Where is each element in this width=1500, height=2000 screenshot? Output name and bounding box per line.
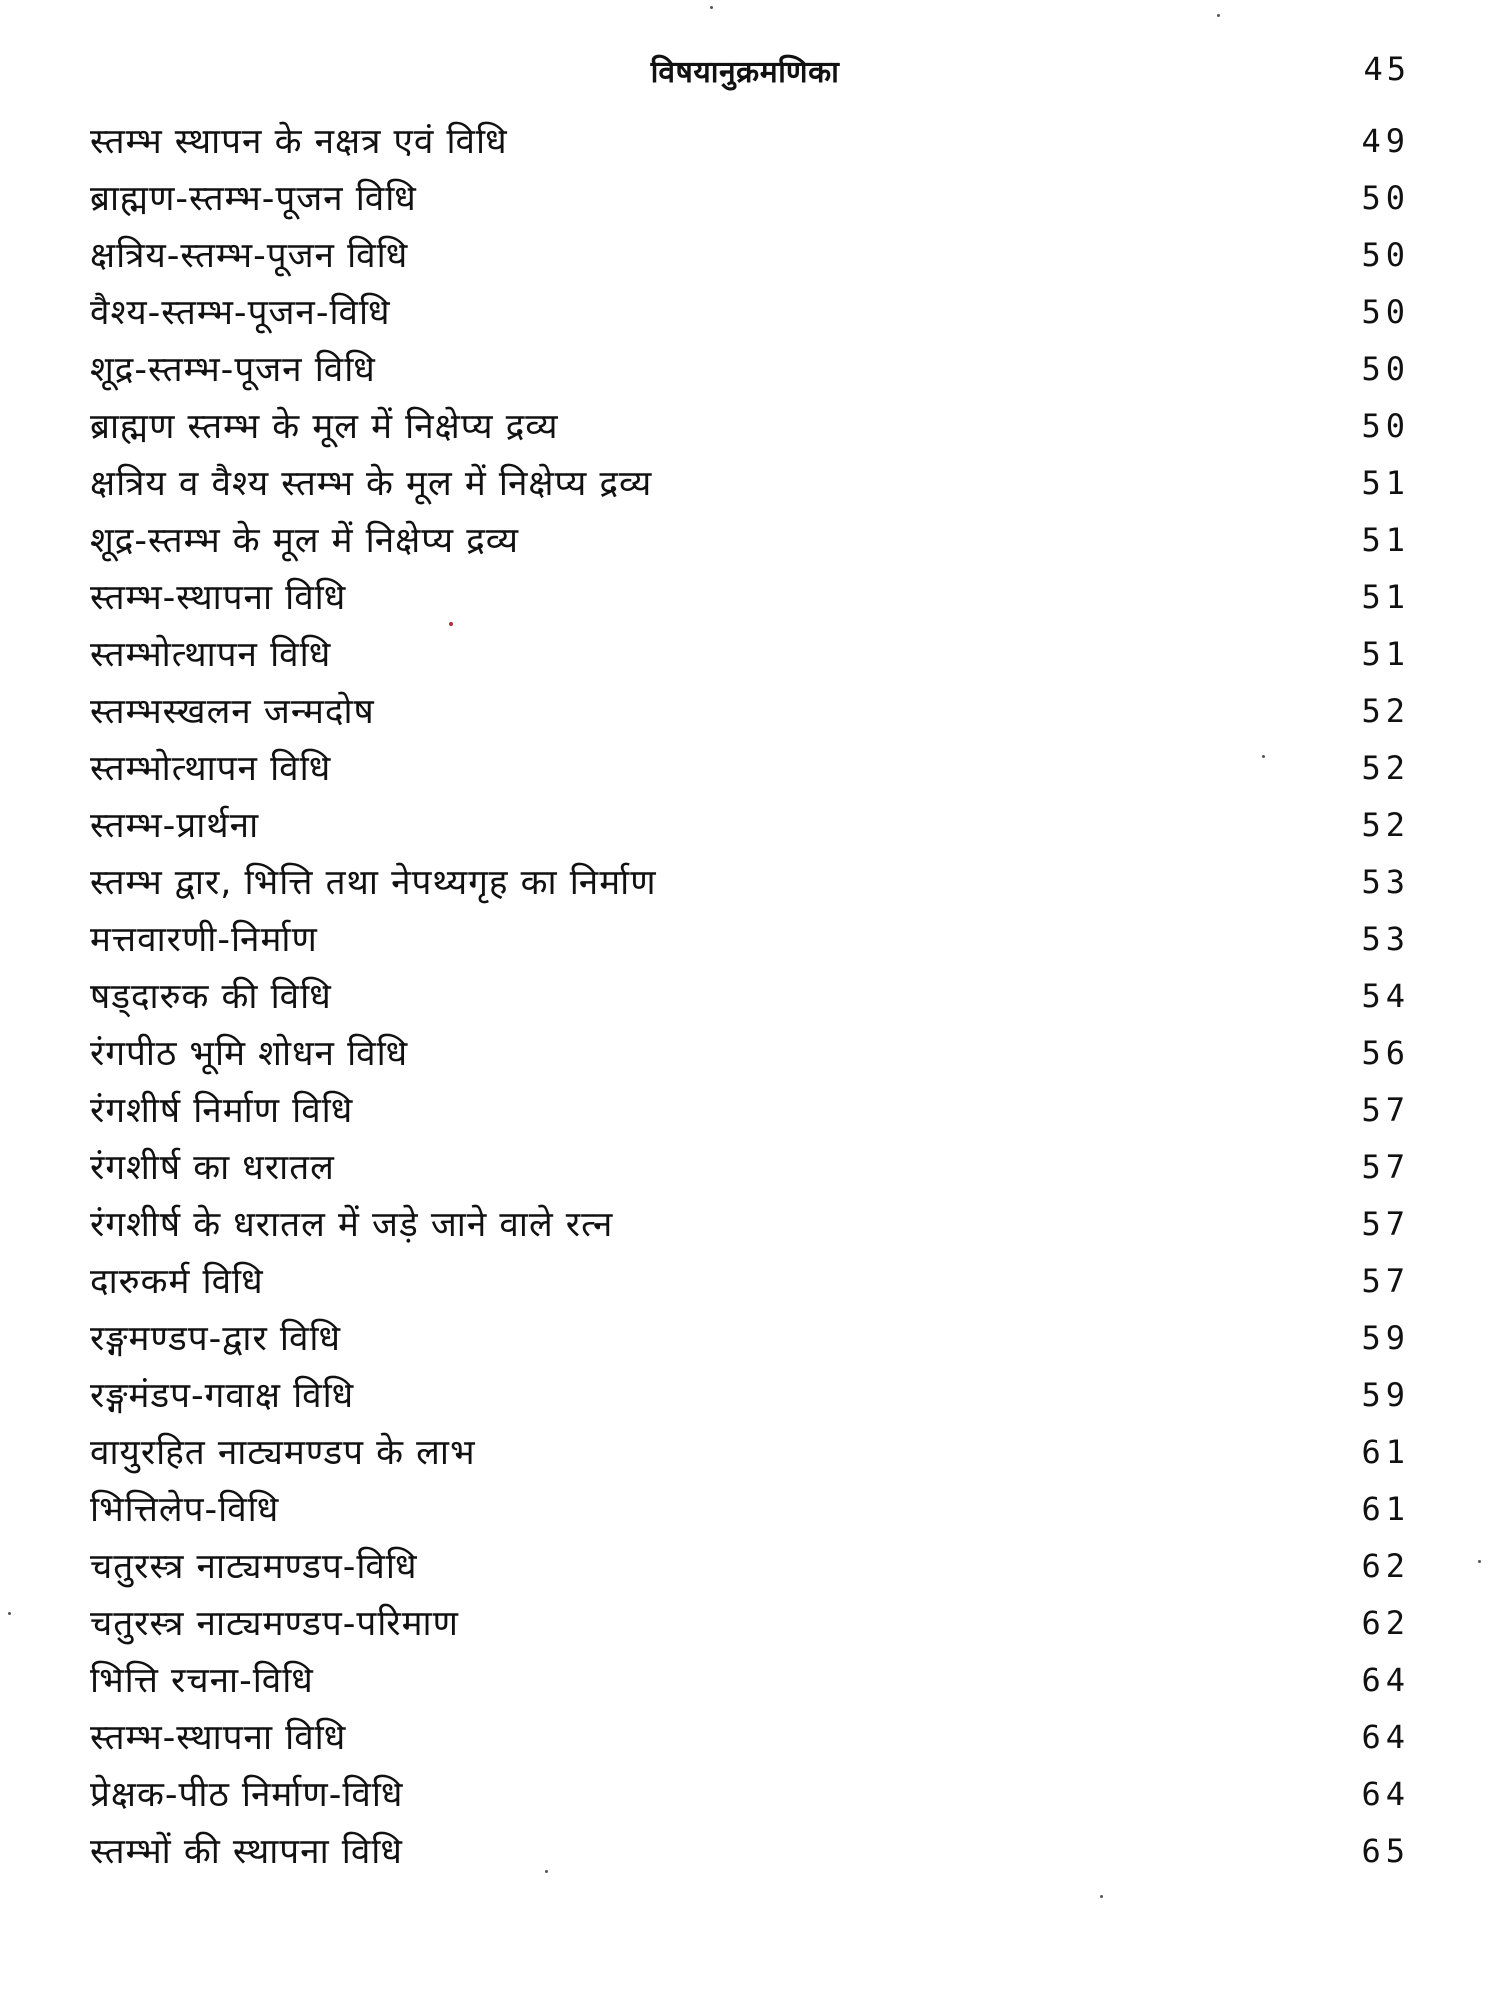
- toc-entry-title: चतुरस्त्र नाट्यमण्डप-परिमाण: [90, 1604, 459, 1644]
- toc-entry: [90, 169, 1410, 226]
- toc-entry-page: 61: [1361, 1489, 1410, 1528]
- toc-entry-title: स्तम्भ-प्रार्थना: [90, 806, 260, 846]
- toc-entry: [90, 226, 1410, 283]
- toc-entry-page: 57: [1361, 1147, 1410, 1186]
- toc-entry-title: वायुरहित नाट्यमण्डप के लाभ: [90, 1433, 476, 1473]
- toc-entry-page: 57: [1361, 1261, 1410, 1300]
- toc-entry-page: 53: [1361, 862, 1410, 901]
- toc-entry-title: ब्राह्मण स्तम्भ के मूल में निक्षेप्य द्रव्य: [90, 407, 559, 447]
- toc-entry: [90, 1195, 1410, 1252]
- scan-speck: [8, 1612, 11, 1615]
- toc-entry-page: 49: [1361, 121, 1410, 160]
- toc-entry-title: स्तम्भों की स्थापना विधि: [90, 1832, 403, 1872]
- toc-entry-title: स्तम्भ द्वार, भित्ति तथा नेपथ्यगृह का निर्माण: [90, 863, 657, 903]
- toc-entry-title: चतुरस्त्र नाट्यमण्डप-विधि: [90, 1547, 418, 1587]
- toc-entry-page: 57: [1361, 1204, 1410, 1243]
- toc-entry: [90, 511, 1410, 568]
- toc-entry-title: शूद्र-स्तम्भ के मूल में निक्षेप्य द्रव्य: [90, 521, 520, 561]
- toc-entry-title: प्रेक्षक-पीठ निर्माण-विधि: [90, 1775, 404, 1815]
- toc-entry-page: 50: [1361, 178, 1410, 217]
- toc-entry: [90, 682, 1410, 739]
- toc-entry-page: 56: [1361, 1033, 1410, 1072]
- toc-entry-page: 62: [1361, 1603, 1410, 1642]
- toc-entry-title: शूद्र-स्तम्भ-पूजन विधि: [90, 350, 376, 390]
- toc-entry-page: 54: [1361, 976, 1410, 1015]
- toc-entry-title: रंगशीर्ष निर्माण विधि: [90, 1091, 354, 1131]
- toc-entry-title: क्षत्रिय-स्तम्भ-पूजन विधि: [90, 236, 409, 276]
- toc-entry-title: स्तम्भ-स्थापना विधि: [90, 578, 347, 618]
- toc-entry-title: रङ्गमण्डप-द्वार विधि: [90, 1319, 342, 1359]
- toc-entry: [90, 1651, 1410, 1708]
- page-title: विषयानुक्रमणिका: [650, 55, 840, 90]
- toc-entry: [90, 340, 1410, 397]
- toc-entry: [90, 1537, 1410, 1594]
- running-header: [80, 50, 1410, 100]
- toc-entry-page: 64: [1361, 1774, 1410, 1813]
- toc-entry-title: स्तम्भोत्थापन विधि: [90, 749, 332, 789]
- toc-entry-title: स्तम्भोत्थापन विधि: [90, 635, 332, 675]
- toc-entry: [90, 1252, 1410, 1309]
- toc-entry: [90, 283, 1410, 340]
- toc-entry-page: 51: [1361, 520, 1410, 559]
- toc-entry-page: 50: [1361, 349, 1410, 388]
- toc-entry: [90, 796, 1410, 853]
- toc-entry: [90, 1081, 1410, 1138]
- table-of-contents: [90, 112, 1410, 1879]
- toc-entry-title: क्षत्रिय व वैश्य स्तम्भ के मूल में निक्षेप्य द्रव्य: [90, 464, 653, 504]
- toc-entry: [90, 1765, 1410, 1822]
- toc-entry-page: 51: [1361, 577, 1410, 616]
- toc-entry: [90, 1423, 1410, 1480]
- toc-entry-page: 51: [1361, 634, 1410, 673]
- toc-entry: [90, 853, 1410, 910]
- page-number: 45: [1363, 50, 1410, 88]
- toc-entry-page: 52: [1361, 691, 1410, 730]
- scan-speck: [1262, 755, 1265, 758]
- toc-entry-title: रङ्गमंडप-गवाक्ष विधि: [90, 1376, 355, 1416]
- toc-entry: [90, 1708, 1410, 1765]
- toc-entry-page: 62: [1361, 1546, 1410, 1585]
- toc-entry-title: दारुकर्म विधि: [90, 1262, 264, 1302]
- toc-entry-page: 59: [1361, 1375, 1410, 1414]
- toc-entry-page: 65: [1361, 1831, 1410, 1870]
- toc-entry: [90, 1309, 1410, 1366]
- toc-entry-title: स्तम्भ-स्थापना विधि: [90, 1718, 347, 1758]
- toc-entry-page: 57: [1361, 1090, 1410, 1129]
- toc-entry-page: 50: [1361, 406, 1410, 445]
- toc-entry: [90, 112, 1410, 169]
- toc-entry-page: 52: [1361, 805, 1410, 844]
- toc-entry-title: स्तम्भस्खलन जन्मदोष: [90, 692, 375, 732]
- toc-entry: [90, 1594, 1410, 1651]
- toc-entry: [90, 1138, 1410, 1195]
- scan-speck: [710, 6, 713, 9]
- toc-entry: [90, 1480, 1410, 1537]
- toc-entry-page: 61: [1361, 1432, 1410, 1471]
- toc-entry-page: 50: [1361, 235, 1410, 274]
- toc-entry-title: रंगपीठ भूमि शोधन विधि: [90, 1034, 409, 1074]
- toc-entry: [90, 625, 1410, 682]
- toc-entry-title: षड्दारुक की विधि: [90, 977, 332, 1017]
- toc-entry-page: 52: [1361, 748, 1410, 787]
- toc-entry-page: 50: [1361, 292, 1410, 331]
- toc-entry-title: भित्तिलेप-विधि: [90, 1490, 280, 1530]
- toc-entry-title: ब्राह्मण-स्तम्भ-पूजन विधि: [90, 179, 417, 219]
- toc-entry-page: 64: [1361, 1660, 1410, 1699]
- toc-entry: [90, 568, 1410, 625]
- toc-entry: [90, 397, 1410, 454]
- scan-speck: [449, 622, 453, 626]
- toc-entry: [90, 1822, 1410, 1879]
- scan-speck: [1100, 1895, 1103, 1898]
- scan-speck: [1478, 1560, 1481, 1563]
- toc-entry: [90, 454, 1410, 511]
- toc-entry: [90, 739, 1410, 796]
- toc-entry-title: भित्ति रचना-विधि: [90, 1661, 314, 1701]
- toc-entry-title: स्तम्भ स्थापन के नक्षत्र एवं विधि: [90, 122, 508, 162]
- toc-entry: [90, 910, 1410, 967]
- scan-speck: [1217, 14, 1220, 17]
- toc-entry-title: रंगशीर्ष का धरातल: [90, 1148, 335, 1188]
- toc-entry-title: वैश्य-स्तम्भ-पूजन-विधि: [90, 293, 391, 333]
- scan-speck: [545, 1870, 548, 1873]
- toc-entry-page: 59: [1361, 1318, 1410, 1357]
- toc-entry: [90, 1366, 1410, 1423]
- toc-entry-title: मत्तवारणी-निर्माण: [90, 920, 318, 960]
- toc-entry: [90, 1024, 1410, 1081]
- toc-entry-page: 53: [1361, 919, 1410, 958]
- toc-entry-page: 64: [1361, 1717, 1410, 1756]
- toc-entry-page: 51: [1361, 463, 1410, 502]
- toc-entry-title: रंगशीर्ष के धरातल में जड़े जाने वाले रत्न: [90, 1205, 614, 1245]
- toc-entry: [90, 967, 1410, 1024]
